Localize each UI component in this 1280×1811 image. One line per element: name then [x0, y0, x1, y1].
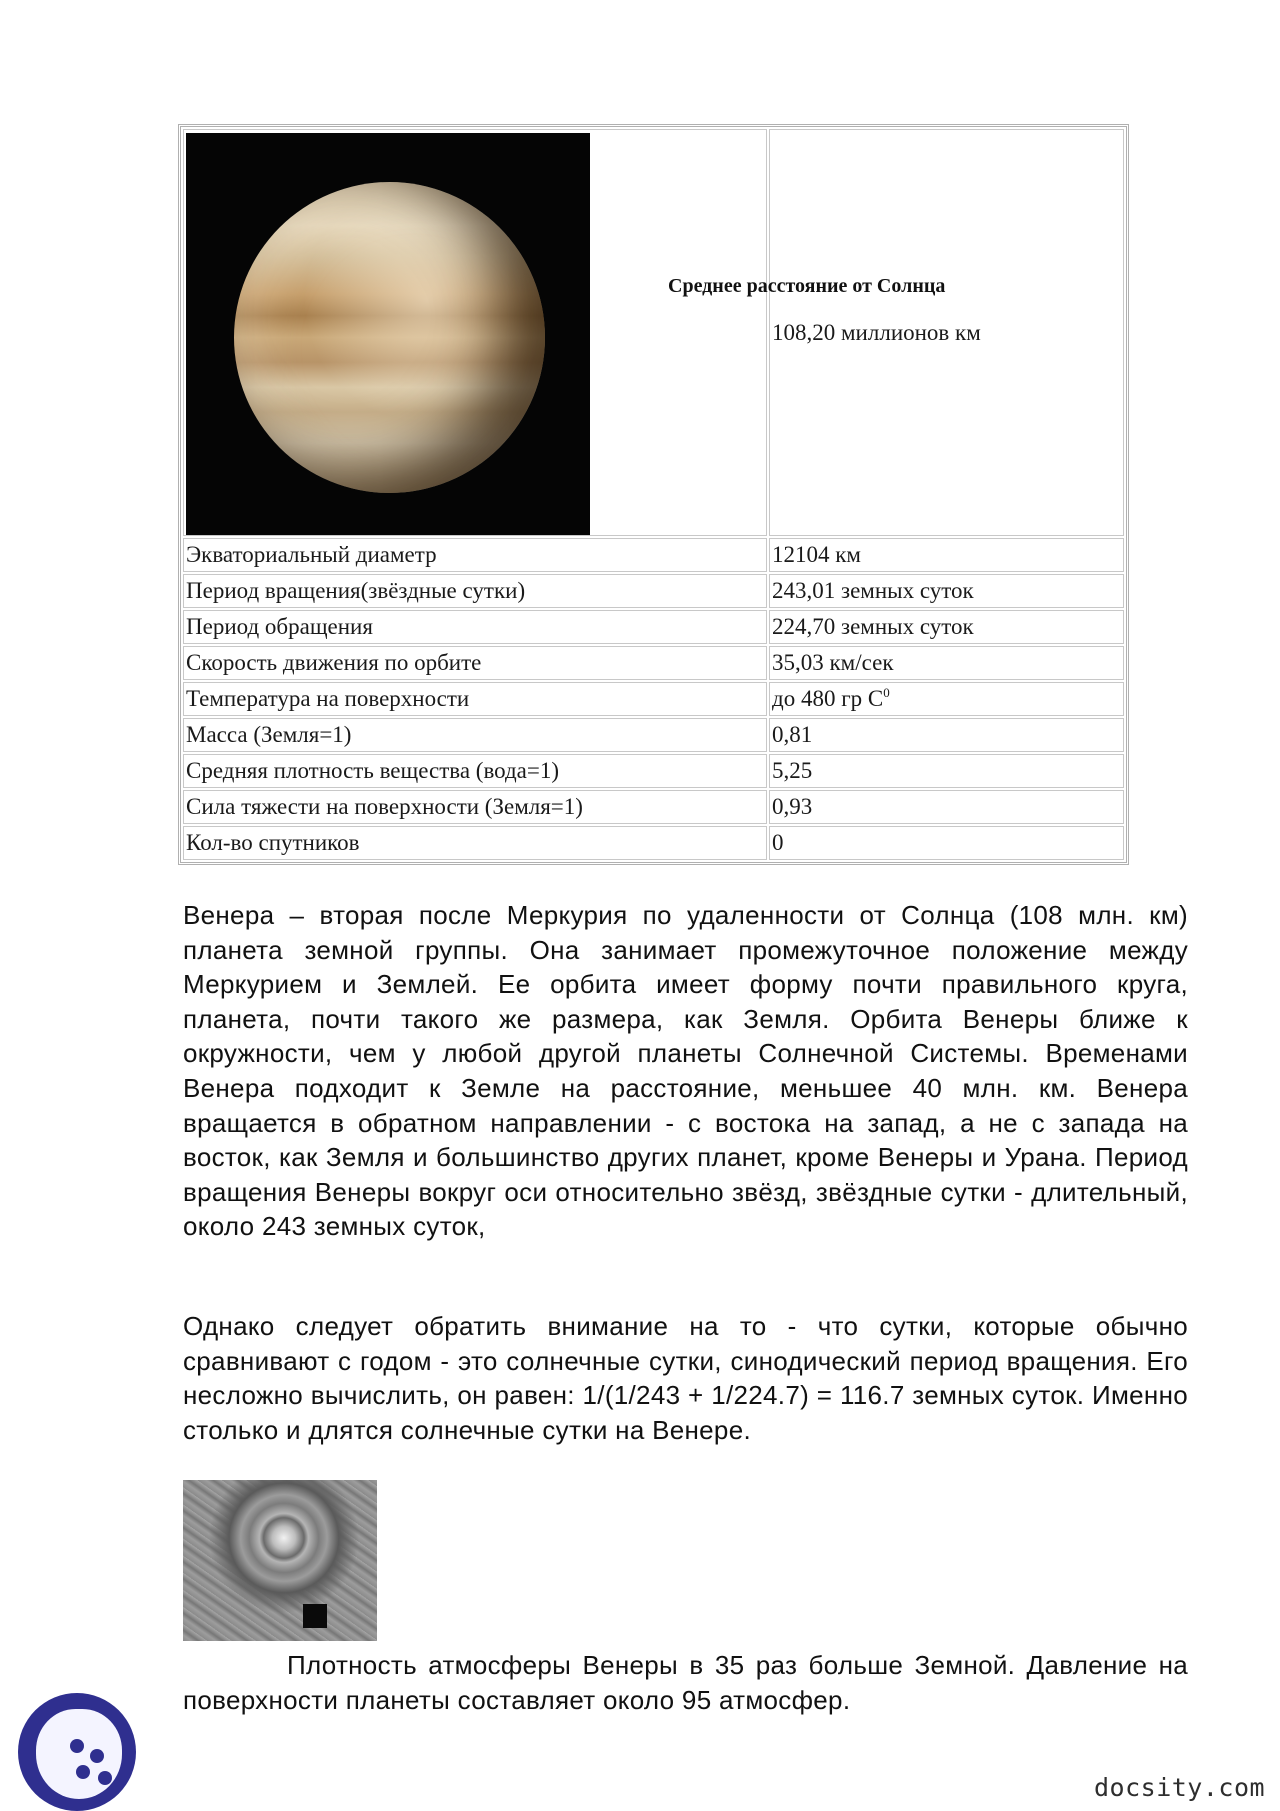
paragraph-orbit: Венера – вторая после Меркурия по удаленности от Солнца (108 млн. км) планета земной группы. Она занимает промежуточное положение между Меркурием и Землей. Ее орбита имеет форму почти правильного круга, планета, почти такого же размера, как Земля. Орбита Венеры ближе к окружности, чем у любой другой планеты Солнечной Системы. Временами Венера подходит к Земле на расстояние, меньшее 40 млн. км. Венера вращается в обратном направлении - с востока на запад, а не с запада на восток, как Земля и большинство других планет, кроме Венеры и Урана. Период вращения Венеры вокруг оси относительно звёзд, звёздные сутки - длительный, около 243 земных суток,	[183, 900, 1188, 1242]
venus-planet-image	[186, 133, 590, 535]
temperature-value: до 480 гр С	[772, 686, 884, 711]
row-label: Кол-во спутников	[183, 826, 767, 860]
table-row	[183, 574, 1124, 608]
table-row	[183, 826, 1124, 860]
row-value: 0,93	[769, 790, 1124, 824]
row-value: 0	[769, 826, 1124, 860]
venus-facts-table	[178, 124, 1129, 865]
docsity-logo-icon	[18, 1693, 136, 1811]
distance-label: Среднее расстояние от Солнца	[668, 275, 946, 297]
row-label: Период вращения(звёздные сутки)	[183, 574, 767, 608]
table-row	[183, 754, 1124, 788]
docsity-watermark[interactable]: docsity.com	[1094, 1773, 1266, 1802]
table-row	[183, 610, 1124, 644]
row-value-temperature	[769, 682, 1124, 716]
row-value: 5,25	[769, 754, 1124, 788]
venus-crater-image	[183, 1480, 377, 1641]
table-row	[183, 538, 1124, 572]
table-row	[183, 790, 1124, 824]
venus-planet-sphere	[234, 182, 545, 493]
table-row	[183, 682, 1124, 716]
row-label: Экваториальный диаметр	[183, 538, 767, 572]
row-label: Скорость движения по орбите	[183, 646, 767, 680]
paragraph-solar-day: Однако следует обратить внимание на то - что сутки, которые обычно сравнивают с годом - это солнечные сутки, синодический период вращения. Его несложно вычислить, он равен: 1/(1/243 + 1/224.7) = 116.7 земных суток. Именно столько и длятся солнечные сутки на Венере.	[183, 1311, 1188, 1445]
row-value: 12104 км	[769, 538, 1124, 572]
row-value: 243,01 земных суток	[769, 574, 1124, 608]
table-row	[183, 718, 1124, 752]
row-label: Температура на поверхности	[183, 682, 767, 716]
table-row	[183, 646, 1124, 680]
table-row-distance	[183, 129, 1124, 536]
row-value: 224,70 земных суток	[769, 610, 1124, 644]
paragraph-atmosphere: Плотность атмосферы Венеры в 35 раз больше Земной. Давление на поверхности планеты составляет около 95 атмосфер.	[183, 1650, 1188, 1715]
distance-value: 108,20 миллионов км	[769, 129, 1124, 536]
row-label: Масса (Земля=1)	[183, 718, 767, 752]
row-value: 0,81	[769, 718, 1124, 752]
row-label: Средняя плотность вещества (вода=1)	[183, 754, 767, 788]
row-label: Период обращения	[183, 610, 767, 644]
image-marker	[303, 1604, 327, 1628]
degree-superscript: 0	[883, 685, 890, 700]
row-value: 35,03 км/сек	[769, 646, 1124, 680]
row-label: Сила тяжести на поверхности (Земля=1)	[183, 790, 767, 824]
